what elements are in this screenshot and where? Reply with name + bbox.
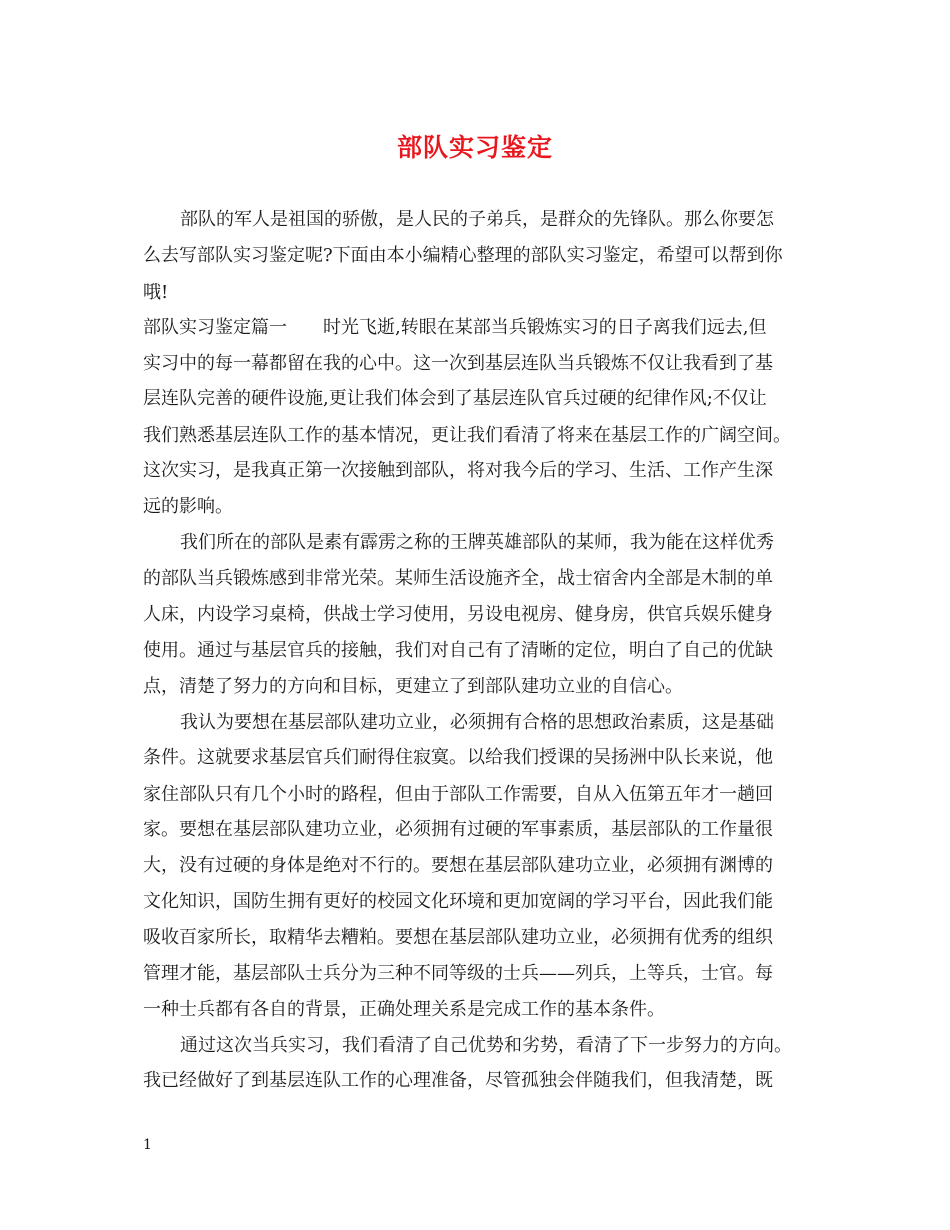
text-line: 文化知识，国防生拥有更好的校园文化环境和更加宽阔的学习平台，因此我们能 [143,891,773,912]
text-line: 的部队当兵锻炼感到非常光荣。某师生活设施齐全，战士宿舍内全部是木制的单 [143,568,773,589]
text-line: 人床，内设学习桌椅，供战士学习使用，另设电视房、健身房，供官兵娱乐健身 [143,604,773,625]
text-line: 哦! [143,282,169,303]
text-line: 么去写部队实习鉴定呢?下面由本小编精心整理的部队实习鉴定，希望可以帮到你 [143,245,783,266]
text-line: 我已经做好了到基层连队工作的心理准备，尽管孤独会伴随我们，但我清楚，既 [143,1070,773,1091]
text-line: 远的影响。 [143,496,233,517]
text-line: 我们熟悉基层连队工作的基本情况，更让我们看清了将来在基层工作的广阔空间。 [143,425,791,446]
text-line: 通过这次当兵实习，我们看清了自己优势和劣势，看清了下一步努力的方向。 [180,1035,792,1056]
page-number: 1 [143,1137,152,1153]
text-line: 家。要想在基层部队建功立业，必须拥有过硬的军事素质，基层部队的工作量很 [143,819,773,840]
text-line: 实习中的每一幕都留在我的心中。这一次到基层连队当兵锻炼不仅让我看到了基 [143,353,773,374]
text-line: 我们所在的部队是素有霹雳之称的王牌英雄部队的某师，我为能在这样优秀 [180,532,774,553]
text-line: 部队实习鉴定篇一 时光飞逝,转眼在某部当兵锻炼实习的日子离我们远去,但 [143,317,767,338]
text-line: 使用。通过与基层官兵的接触，我们对自己有了清晰的定位，明白了自己的优缺 [143,640,773,661]
text-line: 我认为要想在基层部队建功立业，必须拥有合格的思想政治素质，这是基础 [180,712,774,733]
text-line: 点，清楚了努力的方向和目标，更建立了到部队建功立业的自信心。 [143,676,683,697]
text-line: 这次实习，是我真正第一次接触到部队，将对我今后的学习、生活、工作产生深 [143,460,773,481]
text-line: 部队的军人是祖国的骄傲，是人民的子弟兵，是群众的先锋队。那么你要怎 [180,209,774,230]
page-title: 部队实习鉴定 [396,133,553,162]
text-line: 一种士兵都有各自的背景，正确处理关系是完成工作的基本条件。 [143,999,665,1020]
text-line: 大，没有过硬的身体是绝对不行的。要想在基层部队建功立业，必须拥有渊博的 [143,855,773,876]
text-line: 家住部队只有几个小时的路程，但由于部队工作需要，自从入伍第五年才一趟回 [143,784,773,805]
text-line: 层连队完善的硬件设施,更让我们体会到了基层连队官兵过硬的纪律作风;不仅让 [143,388,767,409]
text-line: 吸收百家所长，取精华去糟粕。要想在基层部队建功立业，必须拥有优秀的组织 [143,927,773,948]
text-line: 管理才能，基层部队士兵分为三种不同等级的士兵——列兵，上等兵，士官。每 [143,963,773,984]
text-line: 条件。这就要求基层官兵们耐得住寂寞。以给我们授课的吴扬洲中队长来说，他 [143,747,773,768]
